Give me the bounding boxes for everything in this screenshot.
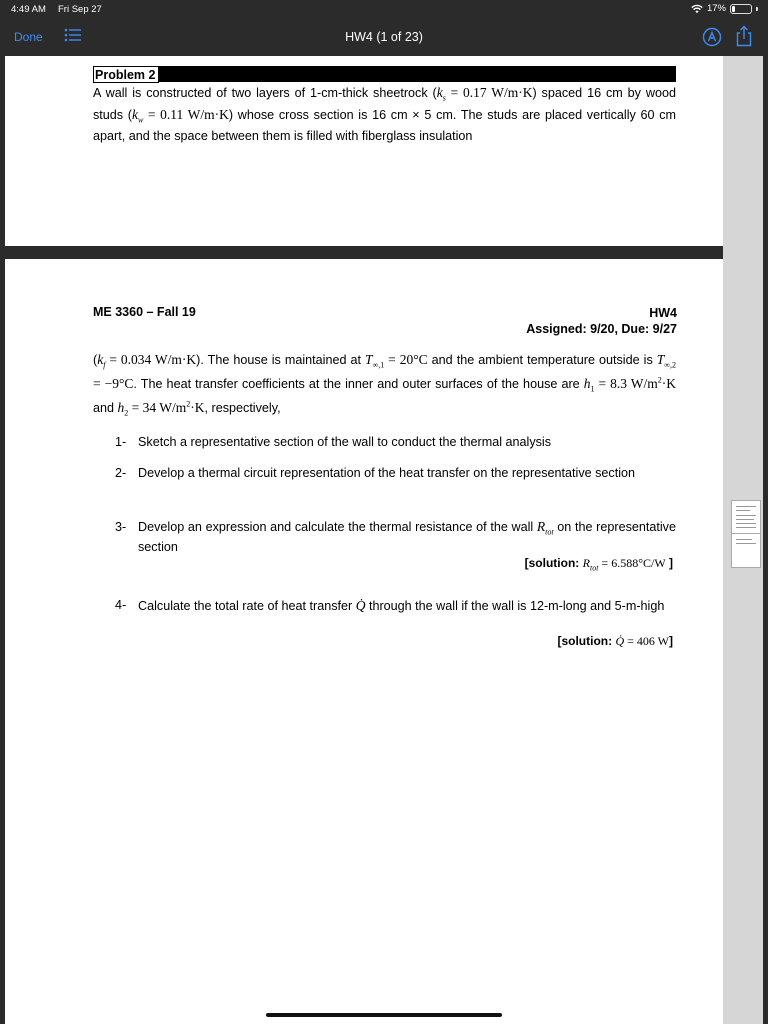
hw-label: HW4 bbox=[649, 306, 677, 320]
list-item: 4- Calculate the total rate of heat transfer Q̇ through the wall if the wall is 12-m-long and 5-m-high bbox=[115, 598, 665, 613]
assignment-header bbox=[526, 305, 677, 337]
problem-text: A wall is constructed of two layers of 1-cm-thick sheetrock ($k_s = 0.17$ W/m·K) spaced 16 cm by wood studs ($k_w = 0.11$ W/m·K) whose cross section is 16 cm × 5 cm. The studs are placed vertically 60 cm apart, and the space between them is filled with fiberglass insulation bbox=[93, 85, 677, 143]
status-indicators bbox=[691, 3, 758, 14]
pdf-page-1 bbox=[5, 56, 723, 246]
intro-text: ($k_f = 0.034$ W/m·K). The house is maintained at $T_{\infty,1} = 20^\circ C$ and the ambient temperature outside is $T_{\infty,2} = -9^\circ C$. The heat transfer coefficients at the inner and outer surfaces of the house are $h_1 = 8.3$ $W/m^2\cdot K$ and $h_2 = 34$ $W/m^2\cdot K$, respectively, bbox=[93, 352, 676, 418]
status-date: Fri Sep 27 bbox=[58, 4, 102, 15]
list-item: 1- Sketch a representative section of the wall to conduct the thermal analysis bbox=[115, 435, 552, 449]
problem-label: Problem 2 bbox=[93, 66, 159, 83]
solution-q: [solution: Q̇ = 406 W] bbox=[557, 634, 673, 648]
page-thumbnail[interactable] bbox=[731, 500, 761, 568]
markup-icon[interactable] bbox=[702, 27, 722, 47]
solution-rtot: [solution: $R_{tot} = 6.588^\circ C/W$ ] bbox=[524, 556, 673, 573]
home-indicator[interactable] bbox=[266, 1013, 502, 1017]
problem-banner bbox=[93, 66, 676, 82]
battery-icon bbox=[730, 4, 752, 14]
wifi-icon bbox=[691, 4, 703, 14]
list-item: 2- Develop a thermal circuit representation of the heat transfer on the representative section bbox=[115, 466, 636, 480]
battery-percent: 17% bbox=[706, 3, 726, 14]
course-header: ME 3360 – Fall 19 bbox=[93, 305, 196, 319]
nav-bar bbox=[0, 20, 768, 54]
pdf-page-2 bbox=[5, 259, 723, 1024]
list-item: 3- Develop an expression and calculate the thermal resistance of the wall $R_{tot}$ on the representative section bbox=[115, 519, 676, 554]
status-bar bbox=[0, 0, 768, 20]
document-title: HW4 (1 of 23) bbox=[345, 30, 423, 44]
share-icon[interactable] bbox=[734, 25, 754, 47]
done-button[interactable]: Done bbox=[14, 30, 43, 44]
battery-tip bbox=[756, 7, 758, 11]
status-time: 4:49 AM bbox=[11, 4, 46, 15]
assigned-due: Assigned: 9/20, Due: 9/27 bbox=[526, 322, 677, 336]
